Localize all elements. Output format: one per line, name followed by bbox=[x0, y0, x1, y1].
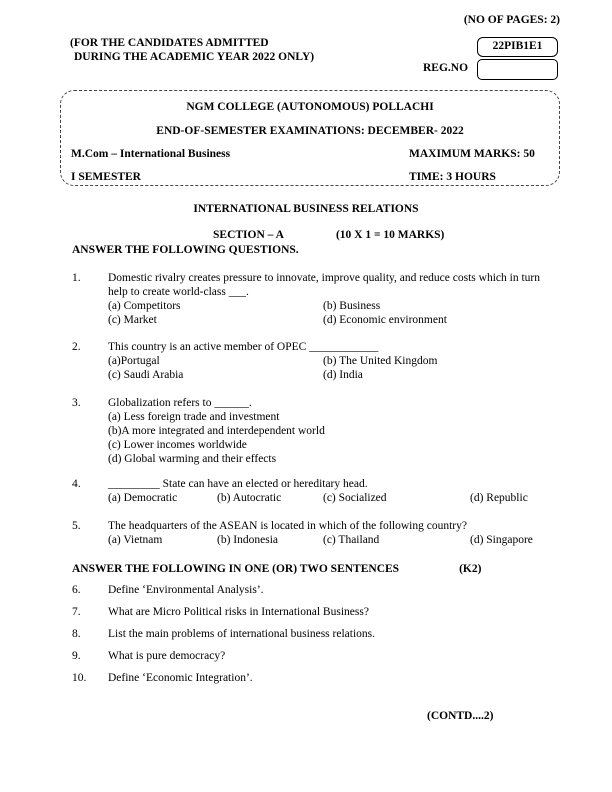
exam-title: END-OF-SEMESTER EXAMINATIONS: DECEMBER- 2022 bbox=[156, 125, 464, 137]
question-10 bbox=[72, 671, 612, 685]
question-text: List the main problems of international business relations. bbox=[108, 628, 376, 640]
semester-time-row bbox=[71, 170, 549, 184]
maximum-marks: MAXIMUM MARKS: 50 bbox=[409, 148, 535, 160]
option: (b) Business bbox=[323, 300, 381, 312]
question-options bbox=[108, 491, 612, 505]
question-options bbox=[108, 410, 612, 466]
regno-label: REG.NO bbox=[423, 62, 469, 74]
question-8 bbox=[72, 627, 612, 641]
question-text: Domestic rivalry creates pressure to innovate, improve quality, and reduce costs which in turn help to create world-class ___. bbox=[108, 272, 540, 298]
question-text: Define ‘Environmental Analysis’. bbox=[108, 584, 264, 596]
question-body bbox=[108, 396, 612, 466]
question-1 bbox=[72, 271, 612, 327]
question-number: 4. bbox=[72, 478, 81, 490]
question-options bbox=[108, 354, 612, 382]
option: (d) Singapore bbox=[470, 534, 533, 546]
question-options bbox=[108, 299, 612, 327]
continuation-note: (CONTD....2) bbox=[427, 710, 494, 722]
short-answer-heading: ANSWER THE FOLLOWING IN ONE (OR) TWO SENTENCES bbox=[72, 563, 400, 575]
question-number: 8. bbox=[72, 628, 81, 640]
option: (a) Less foreign trade and investment bbox=[108, 411, 280, 423]
question-5 bbox=[72, 519, 612, 547]
course-code-box: 22PIB1E1 bbox=[477, 37, 558, 57]
question-number: 9. bbox=[72, 650, 81, 662]
option: (a) Competitors bbox=[108, 300, 181, 312]
pages-note: (NO OF PAGES: 2) bbox=[463, 14, 560, 26]
option: (c) Thailand bbox=[323, 534, 380, 546]
programme-name: M.Com – International Business bbox=[71, 148, 231, 160]
question-text: The headquarters of the ASEAN is located in which of the following country? bbox=[108, 520, 467, 532]
option: (c) Lower incomes worldwide bbox=[108, 439, 247, 451]
option: (b) Indonesia bbox=[217, 534, 278, 546]
candidates-note-line2: DURING THE ACADEMIC YEAR 2022 ONLY) bbox=[74, 51, 315, 63]
section-a-heading-row bbox=[213, 228, 612, 242]
question-text: This country is an active member of OPEC ____________ bbox=[108, 341, 379, 353]
regno-entry-box bbox=[477, 59, 558, 80]
question-number: 2. bbox=[72, 341, 81, 353]
question-text: _________ State can have an elected or hereditary head. bbox=[108, 478, 368, 490]
k-level-badge: (K2) bbox=[459, 563, 482, 575]
question-body bbox=[108, 477, 612, 505]
question-9 bbox=[72, 649, 612, 663]
subject-title: INTERNATIONAL BUSINESS RELATIONS bbox=[193, 203, 419, 215]
option: (d) Global warming and their effects bbox=[108, 453, 277, 465]
exam-info-box bbox=[60, 90, 560, 186]
question-number: 3. bbox=[72, 397, 81, 409]
question-text: What are Micro Political risks in International Business? bbox=[108, 606, 369, 618]
question-2 bbox=[72, 340, 612, 382]
option: (a) Vietnam bbox=[108, 534, 163, 546]
option: (b) Autocratic bbox=[217, 492, 282, 504]
question-4 bbox=[72, 477, 612, 505]
college-name: NGM COLLEGE (AUTONOMOUS) POLLACHI bbox=[186, 101, 434, 113]
question-6 bbox=[72, 583, 612, 597]
section-a-marks: (10 X 1 = 10 MARKS) bbox=[335, 229, 445, 241]
question-body bbox=[108, 519, 612, 547]
question-text: Define ‘Economic Integration’. bbox=[108, 672, 253, 684]
question-number: 7. bbox=[72, 606, 81, 618]
question-text: What is pure democracy? bbox=[108, 650, 226, 662]
semester-label: I SEMESTER bbox=[71, 171, 141, 183]
question-7 bbox=[72, 605, 612, 619]
option: (c) Saudi Arabia bbox=[108, 369, 184, 381]
question-number: 5. bbox=[72, 520, 81, 532]
paper-body bbox=[0, 202, 612, 685]
question-body bbox=[108, 340, 612, 382]
question-number: 6. bbox=[72, 584, 81, 596]
section-a-instruction: ANSWER THE FOLLOWING QUESTIONS. bbox=[72, 244, 299, 256]
question-body bbox=[108, 271, 612, 327]
time-label: TIME: 3 HOURS bbox=[409, 171, 496, 183]
question-options bbox=[108, 533, 612, 547]
question-text: Globalization refers to ______. bbox=[108, 397, 252, 409]
option: (d) Republic bbox=[470, 492, 528, 504]
candidates-note-line1: (FOR THE CANDIDATES ADMITTED bbox=[70, 37, 269, 49]
short-answer-heading-row bbox=[72, 562, 612, 576]
question-number: 1. bbox=[72, 272, 81, 284]
option: (a)Portugal bbox=[108, 355, 160, 367]
question-3 bbox=[72, 396, 612, 466]
section-a-heading: SECTION – A bbox=[213, 229, 284, 241]
option: (b)A more integrated and interdependent world bbox=[108, 425, 325, 437]
question-number: 10. bbox=[72, 672, 87, 684]
candidates-note bbox=[70, 36, 314, 64]
option: (d) India bbox=[323, 369, 363, 381]
option: (a) Democratic bbox=[108, 492, 178, 504]
programme-marks-row bbox=[71, 147, 549, 161]
option: (d) Economic environment bbox=[323, 314, 447, 326]
option: (c) Socialized bbox=[323, 492, 387, 504]
option: (b) The United Kingdom bbox=[323, 355, 438, 367]
option: (c) Market bbox=[108, 314, 157, 326]
